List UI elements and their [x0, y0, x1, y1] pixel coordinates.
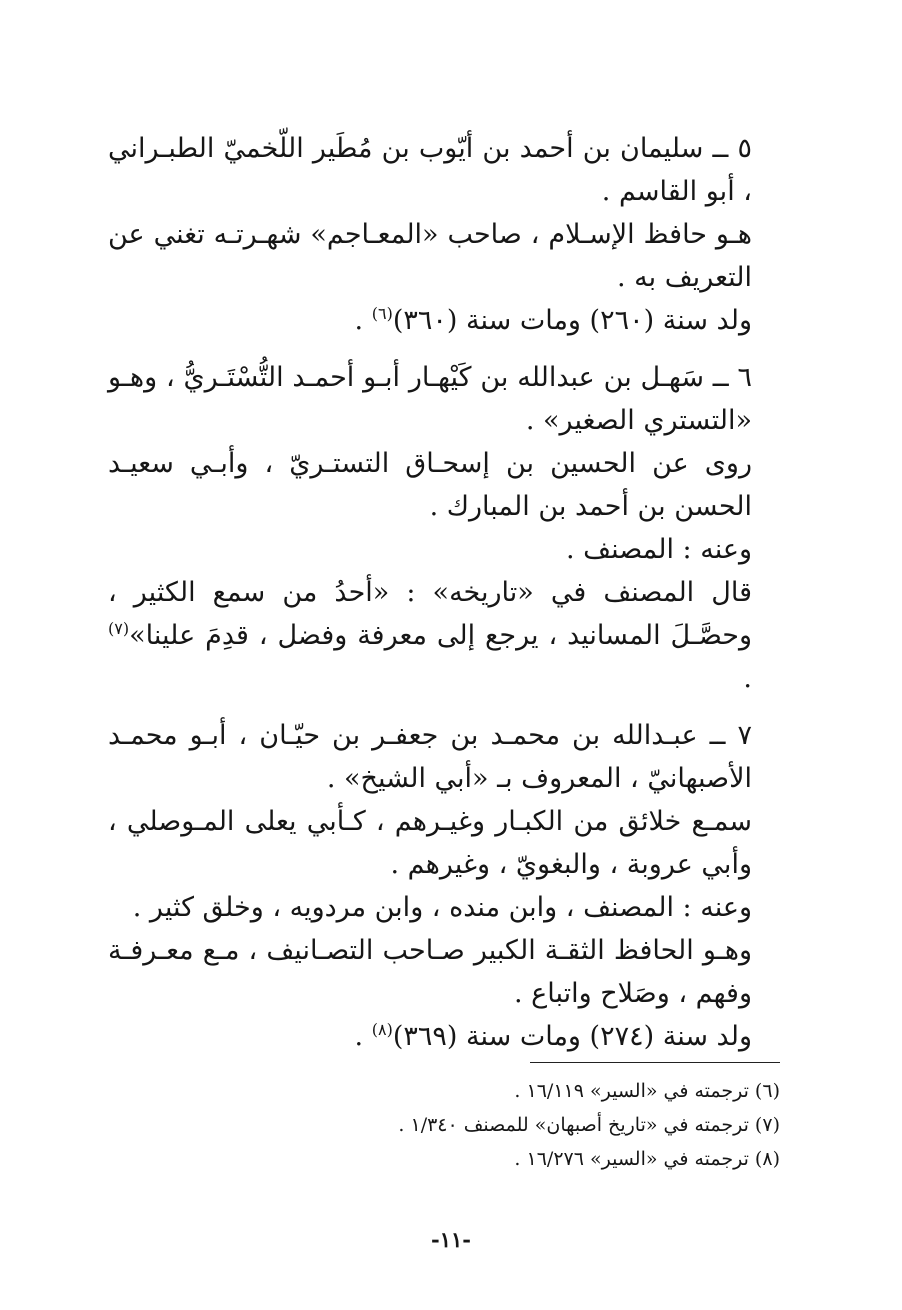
footnote-ref[interactable]: (٧)	[108, 619, 130, 638]
entry-paragraph: هـو حافظ الإسـلام ، صاحب «المعـاجم» شهـرتـه تغني عن التعريف به .	[108, 219, 752, 293]
footnotes	[108, 1074, 780, 1176]
footnote: (٧) ترجمته في «تاريخ أصبهان» للمصنف ١/٣٤٠ .	[398, 1114, 780, 1136]
entry-paragraph-text: ولد سنة (٢٦٠) ومات سنة (٣٦٠)	[392, 305, 752, 336]
biography-entry	[108, 356, 780, 700]
footnote: (٦) ترجمته في «السير» ١٦/١١٩ .	[514, 1080, 780, 1102]
footnote-ref[interactable]: (٦)	[371, 304, 393, 323]
entry-heading: ٥ ــ سليمان بن أحمد بن أيّوب بن مُطَير اللّخميّ الطبـراني ، أبو القاسم .	[108, 133, 752, 207]
entry-paragraph: وعنه : المصنف ، وابن منده ، وابن مردويه ، وخلق كثير .	[132, 892, 752, 923]
entry-paragraph: سمـع خلائق من الكبـار وغيـرهم ، كـأبي يعلى المـوصلي ، وأبي عروبة ، والبغويّ ، وغيرهم .	[108, 806, 752, 880]
page-number: -١١-	[431, 1227, 471, 1252]
entry-death-line: ولد سنة (٢٧٤) ومات سنة (٣٦٩)$^{(٨)}$ .	[354, 1020, 752, 1052]
entry-paragraph: وعنه : المصنف .	[565, 534, 752, 565]
footnote-divider	[530, 1062, 780, 1063]
biography-entry	[108, 714, 780, 1058]
entry-paragraph: روى عن الحسين بن إسحـاق التستـريّ ، وأبـي سعيـد الحسن بن أحمد بن المبارك .	[108, 448, 752, 522]
entry-paragraph: وهـو الحافظ الثقـة الكبير صـاحب التصـانيف ، مـع معـرفـة وفهم ، وصَلاح واتباع .	[108, 935, 752, 1009]
biography-entry	[108, 127, 780, 342]
entry-death-line: ولد سنة (٢٦٠) ومات سنة (٣٦٠)$^{(٦)}$ .	[354, 304, 752, 336]
entry-paragraph-text: قال المصنف في «تاريخه» : «أحدُ من سمع الكثير ، وحصَّـلَ المسانيد ، يرجع إلى معرفة وفضل ، قدِمَ علينا»	[108, 577, 752, 651]
main-text	[108, 127, 780, 1058]
entry-quote-line: قال المصنف في «تاريخه» : «أحدُ من سمع الكثير ، وحصَّـلَ المسانيد ، يرجع إلى معرفة وفضل ، قدِمَ علينا»$^{(٧)}$ .	[108, 577, 752, 694]
entry-heading: ٦ ــ سَهـل بن عبدالله بن كَيْهـار أبـو أحمـد التُّسْتَـريُّ ، وهـو «التستري الصغير» .	[108, 362, 752, 436]
entry-heading: ٧ ــ عبـدالله بن محمـد بن جعفـر بن حيّـان ، أبـو محمـد الأصبهانيّ ، المعروف بـ «أبي الشيخ» .	[108, 720, 752, 794]
footnote-ref[interactable]: (٨)	[371, 1020, 393, 1039]
footnote: (٨) ترجمته في «السير» ١٦/٢٧٦ .	[514, 1148, 780, 1170]
entry-paragraph-text: ولد سنة (٢٧٤) ومات سنة (٣٦٩)	[392, 1021, 752, 1052]
